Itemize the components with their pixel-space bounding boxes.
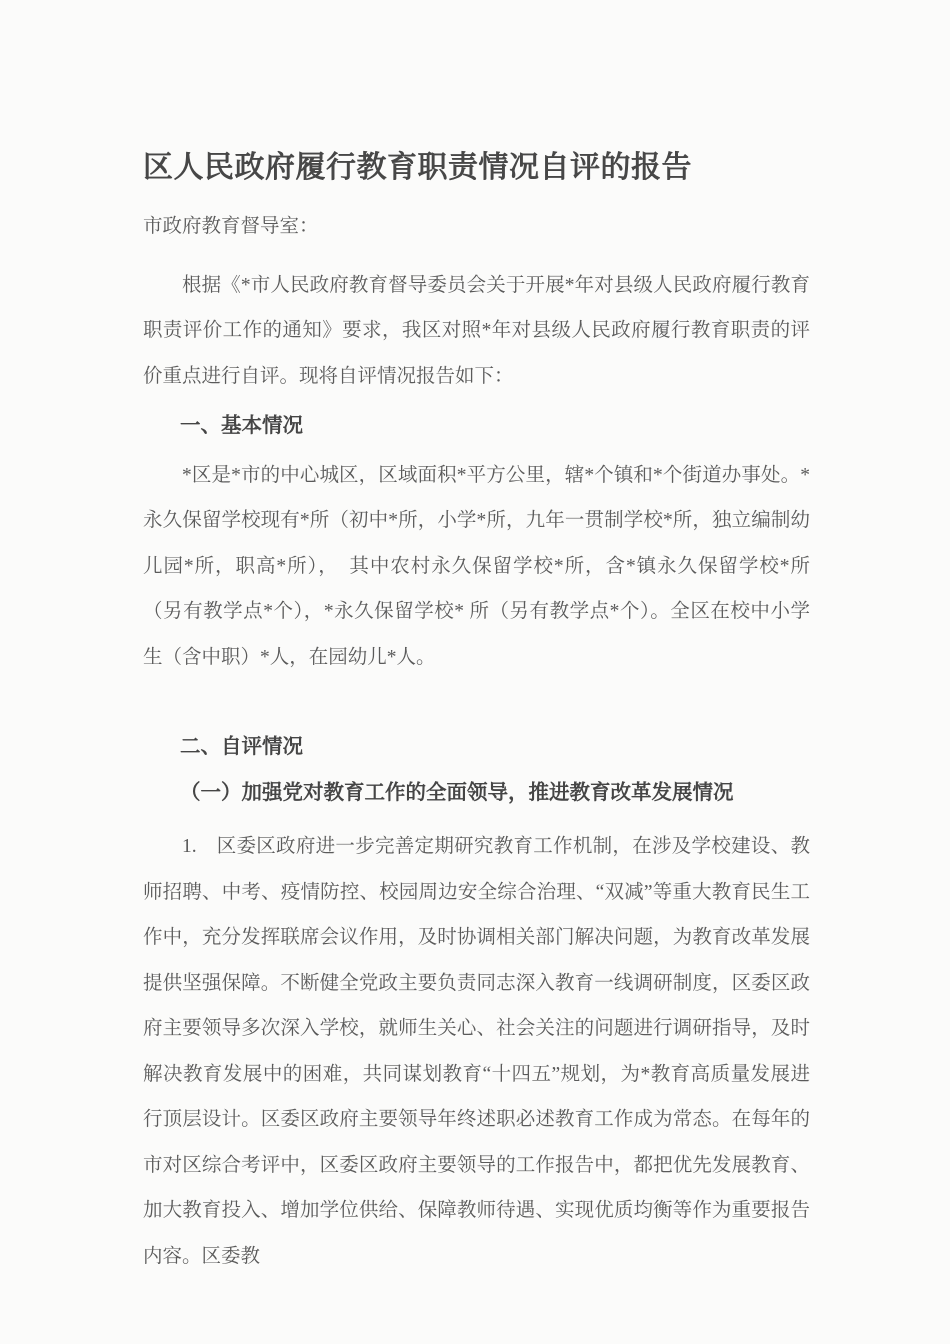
section-2-paragraph-1: 1. 区委区政府进一步完善定期研究教育工作机制，在涉及学校建设、教师招聘、中考、疫情防控、校园周边安全综合治理、“双减”等重大教育民生工作中，充分发挥联席会议作用，及时协调相关部门解决问题，为教育改革发展提供坚强保障。不断健全党政主要负责同志深入教育一线调研制度，区委区政府主要领导多次深入学校，就师生关心、社会关注的问题进行调研指导，及时解决教育发展中的困难，共同谋划教育“十四五”规划，为*教育高质量发展进行顶层设计。区委区政府主要领导年终述职必述教育工作成为常态。在每年的市对区综合考评中，区委区政府主要领导的工作报告中，都把优先发展教育、加大教育投入、增加学位供给、保障教师待遇、实现优质均衡等作为重要报告内容。区委教 [143,836,810,1267]
document-title: 区人民政府履行教育职责情况自评的报告 [143,151,692,184]
section-2-subheading-1: （一）加强党对教育工作的全面领导，推进教育改革发展情况 [180,780,734,804]
section-2-heading: 二、自评情况 [180,735,303,758]
section-1-heading: 一、基本情况 [180,414,303,437]
salutation-line: 市政府教育督导室： [143,216,319,237]
intro-paragraph: 根据《*市人民政府教育督导委员会关于开展*年对县级人民政府履行教育职责评价工作的通知》要求，我区对照*年对县级人民政府履行教育职责的评价重点进行自评。现将自评情况报告如下： [143,274,810,387]
section-1-paragraph: *区是*市的中心城区，区域面积*平方公里，辖*个镇和*个街道办事处。*永久保留学校现有*所（初中*所，小学*所，九年一贯制学校*所，独立编制幼儿园*所，职高*所）， 其中农村永久保留学校*所，含*镇永久保留学校*所（另有教学点*个），*永久保留学校* 所（另有教学点*个）。全区在校中小学生（含中职）*人，在园幼儿*人。 [143,464,810,668]
